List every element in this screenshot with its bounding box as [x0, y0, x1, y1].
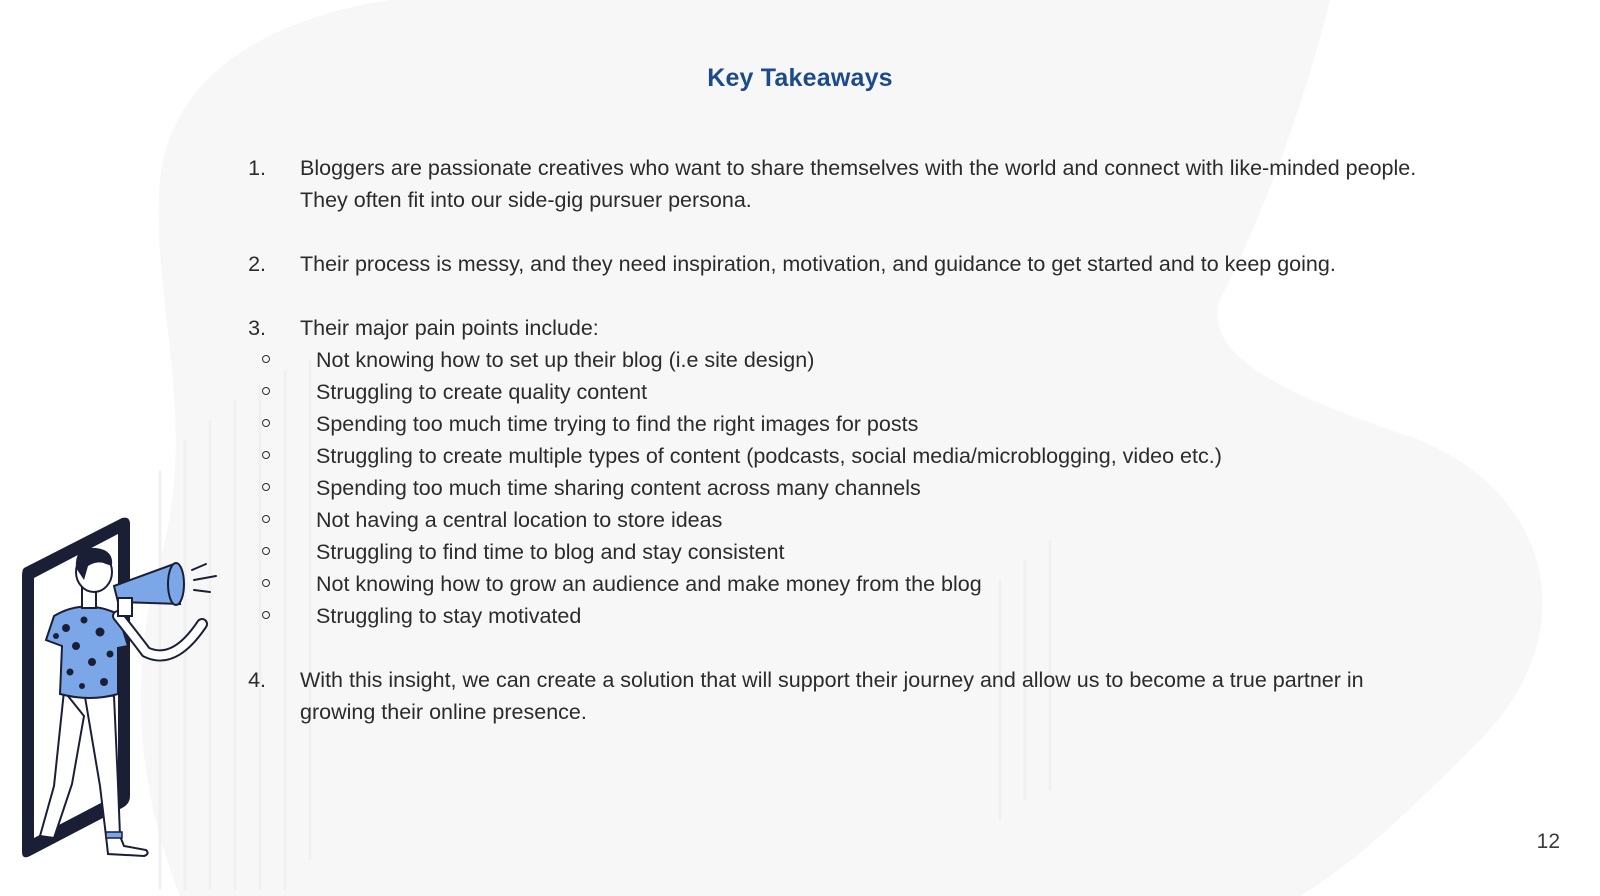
- circle-bullet-icon: [262, 387, 270, 395]
- pain-points-list: [236, 344, 1436, 632]
- sub-item-text: Not having a central location to store ideas: [316, 508, 723, 532]
- item-number: 4.: [248, 668, 266, 692]
- list-item: [236, 312, 1436, 632]
- item-number: 2.: [248, 252, 266, 276]
- item-number: 3.: [248, 316, 266, 340]
- person-with-megaphone-illustration: [14, 516, 234, 876]
- circle-bullet-icon: [262, 611, 270, 619]
- sub-list-item: [236, 600, 1436, 632]
- item-text: With this insight, we can create a solution that will support their journey and allow us to become a true partner in growing their online presence.: [300, 668, 1364, 724]
- circle-bullet-icon: [262, 419, 270, 427]
- list-item: [236, 152, 1436, 216]
- list-item: [236, 248, 1436, 280]
- page-number: 12: [1536, 830, 1560, 853]
- circle-bullet-icon: [262, 355, 270, 363]
- sub-list-item: [236, 408, 1436, 440]
- sub-list-item: [236, 504, 1436, 536]
- item-text: Bloggers are passionate creatives who want to share themselves with the world and connect with like-minded people. They often fit into our side-gig pursuer persona.: [300, 156, 1417, 212]
- sub-item-text: Spending too much time sharing content across many channels: [316, 476, 921, 500]
- sub-item-text: Struggling to find time to blog and stay consistent: [316, 540, 785, 564]
- sub-list-item: [236, 472, 1436, 504]
- sub-item-text: Not knowing how to set up their blog (i.e site design): [316, 348, 815, 372]
- list-item: [236, 664, 1436, 728]
- item-text: Their process is messy, and they need inspiration, motivation, and guidance to get started and to keep going.: [300, 252, 1336, 276]
- sub-item-text: Not knowing how to grow an audience and make money from the blog: [316, 572, 982, 596]
- slide-title: Key Takeaways: [707, 64, 893, 92]
- circle-bullet-icon: [262, 483, 270, 491]
- circle-bullet-icon: [262, 547, 270, 555]
- sub-list-item: [236, 440, 1436, 472]
- sub-item-text: Struggling to stay motivated: [316, 604, 582, 628]
- sub-item-text: Spending too much time trying to find the right images for posts: [316, 412, 919, 436]
- sub-list-item: [236, 376, 1436, 408]
- sub-list-item: [236, 568, 1436, 600]
- item-number: 1.: [248, 156, 266, 180]
- sub-item-text: Struggling to create quality content: [316, 380, 648, 404]
- takeaways-list: [236, 152, 1436, 760]
- circle-bullet-icon: [262, 451, 270, 459]
- item-text: Their major pain points include:: [300, 316, 599, 340]
- sub-item-text: Struggling to create multiple types of content (podcasts, social media/microblogging, video etc.): [316, 444, 1222, 468]
- sub-list-item: [236, 344, 1436, 376]
- circle-bullet-icon: [262, 579, 270, 587]
- sub-list-item: [236, 536, 1436, 568]
- circle-bullet-icon: [262, 515, 270, 523]
